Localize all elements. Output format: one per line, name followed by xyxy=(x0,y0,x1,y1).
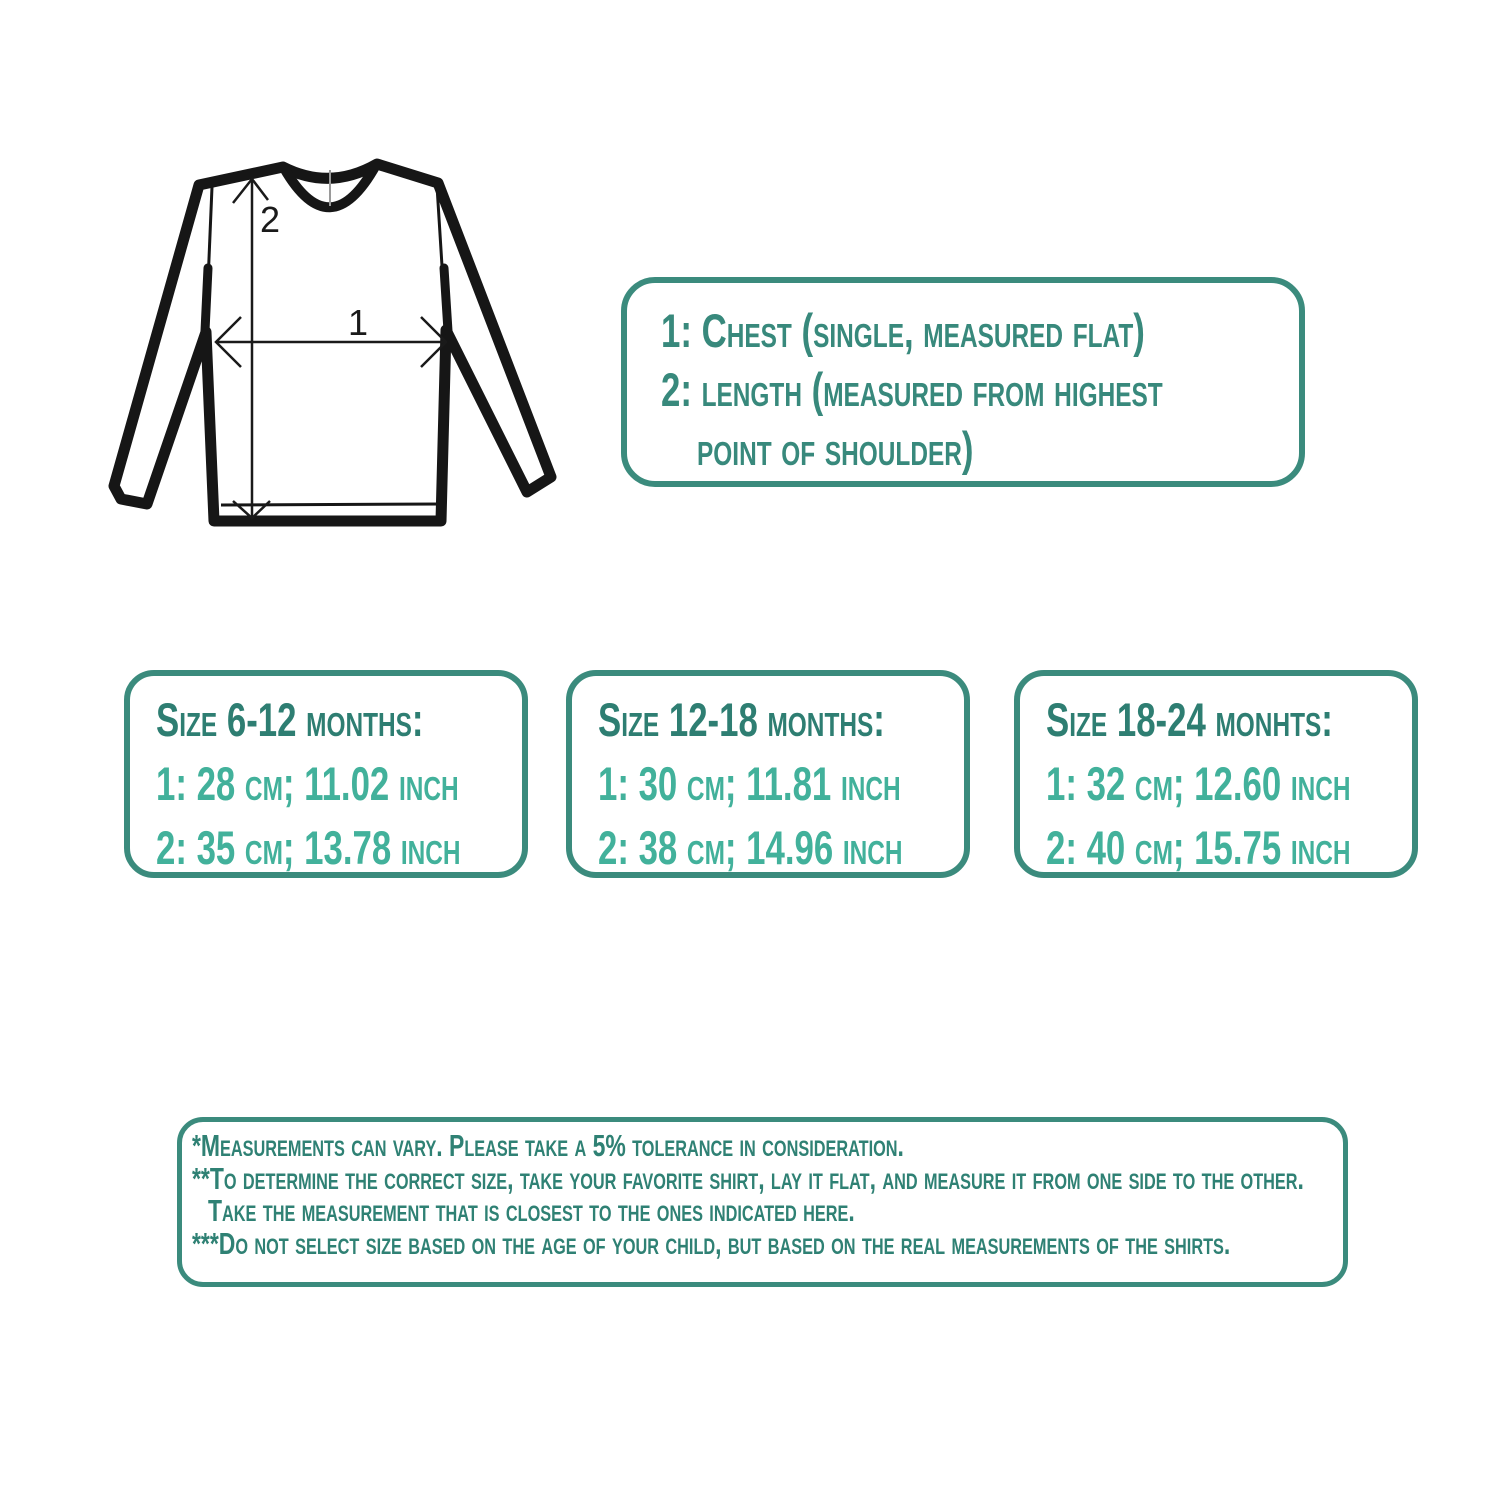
size-box-title: Size 6-12 months: xyxy=(156,693,424,746)
size-box-18-24-months xyxy=(1014,670,1418,878)
notes-box xyxy=(177,1117,1348,1287)
note-age-warning: ***Do not select size based on the age of your child, but based on the real measurements of the shirts. xyxy=(192,1225,1231,1261)
left-underarm-shade xyxy=(205,268,208,331)
shirt-diagram xyxy=(90,115,590,555)
legend-box xyxy=(621,277,1305,487)
size-box-chest: 1: 32 cm; 12.60 inch xyxy=(1046,757,1351,810)
legend-line-length-cont: point of shoulder) xyxy=(697,422,974,475)
size-box-12-18-months xyxy=(566,670,970,878)
size-box-length: 2: 38 cm; 14.96 inch xyxy=(598,821,903,874)
size-box-6-12-months xyxy=(124,670,528,878)
legend-line-length: 2: length (measured from highest xyxy=(661,363,1163,416)
note-tolerance: *Measurements can vary. Please take a 5% tolerance in consideration. xyxy=(192,1128,904,1163)
chest-measure-label: 1 xyxy=(348,302,369,343)
size-box-chest: 1: 28 cm; 11.02 inch xyxy=(156,757,459,810)
right-underarm-shade xyxy=(444,268,448,331)
size-box-length: 2: 35 cm; 13.78 inch xyxy=(156,821,461,874)
size-box-chest: 1: 30 cm; 11.81 inch xyxy=(598,757,901,810)
size-box-title: Size 12-18 months: xyxy=(598,693,885,746)
note-how-to-measure-cont: Take the measurement that is closest to the ones indicated here. xyxy=(208,1193,855,1228)
note-how-to-measure: **To determine the correct size, take your favorite shirt, lay it flat, and measure it from one side to the other. xyxy=(192,1160,1304,1196)
length-measure-label: 2 xyxy=(260,199,281,240)
size-box-title: Size 18-24 monhts: xyxy=(1046,693,1333,746)
size-box-length: 2: 40 cm; 15.75 inch xyxy=(1046,821,1351,874)
legend-line-chest: 1: Chest (single, measured flat) xyxy=(661,304,1145,357)
hem-line xyxy=(221,504,442,505)
